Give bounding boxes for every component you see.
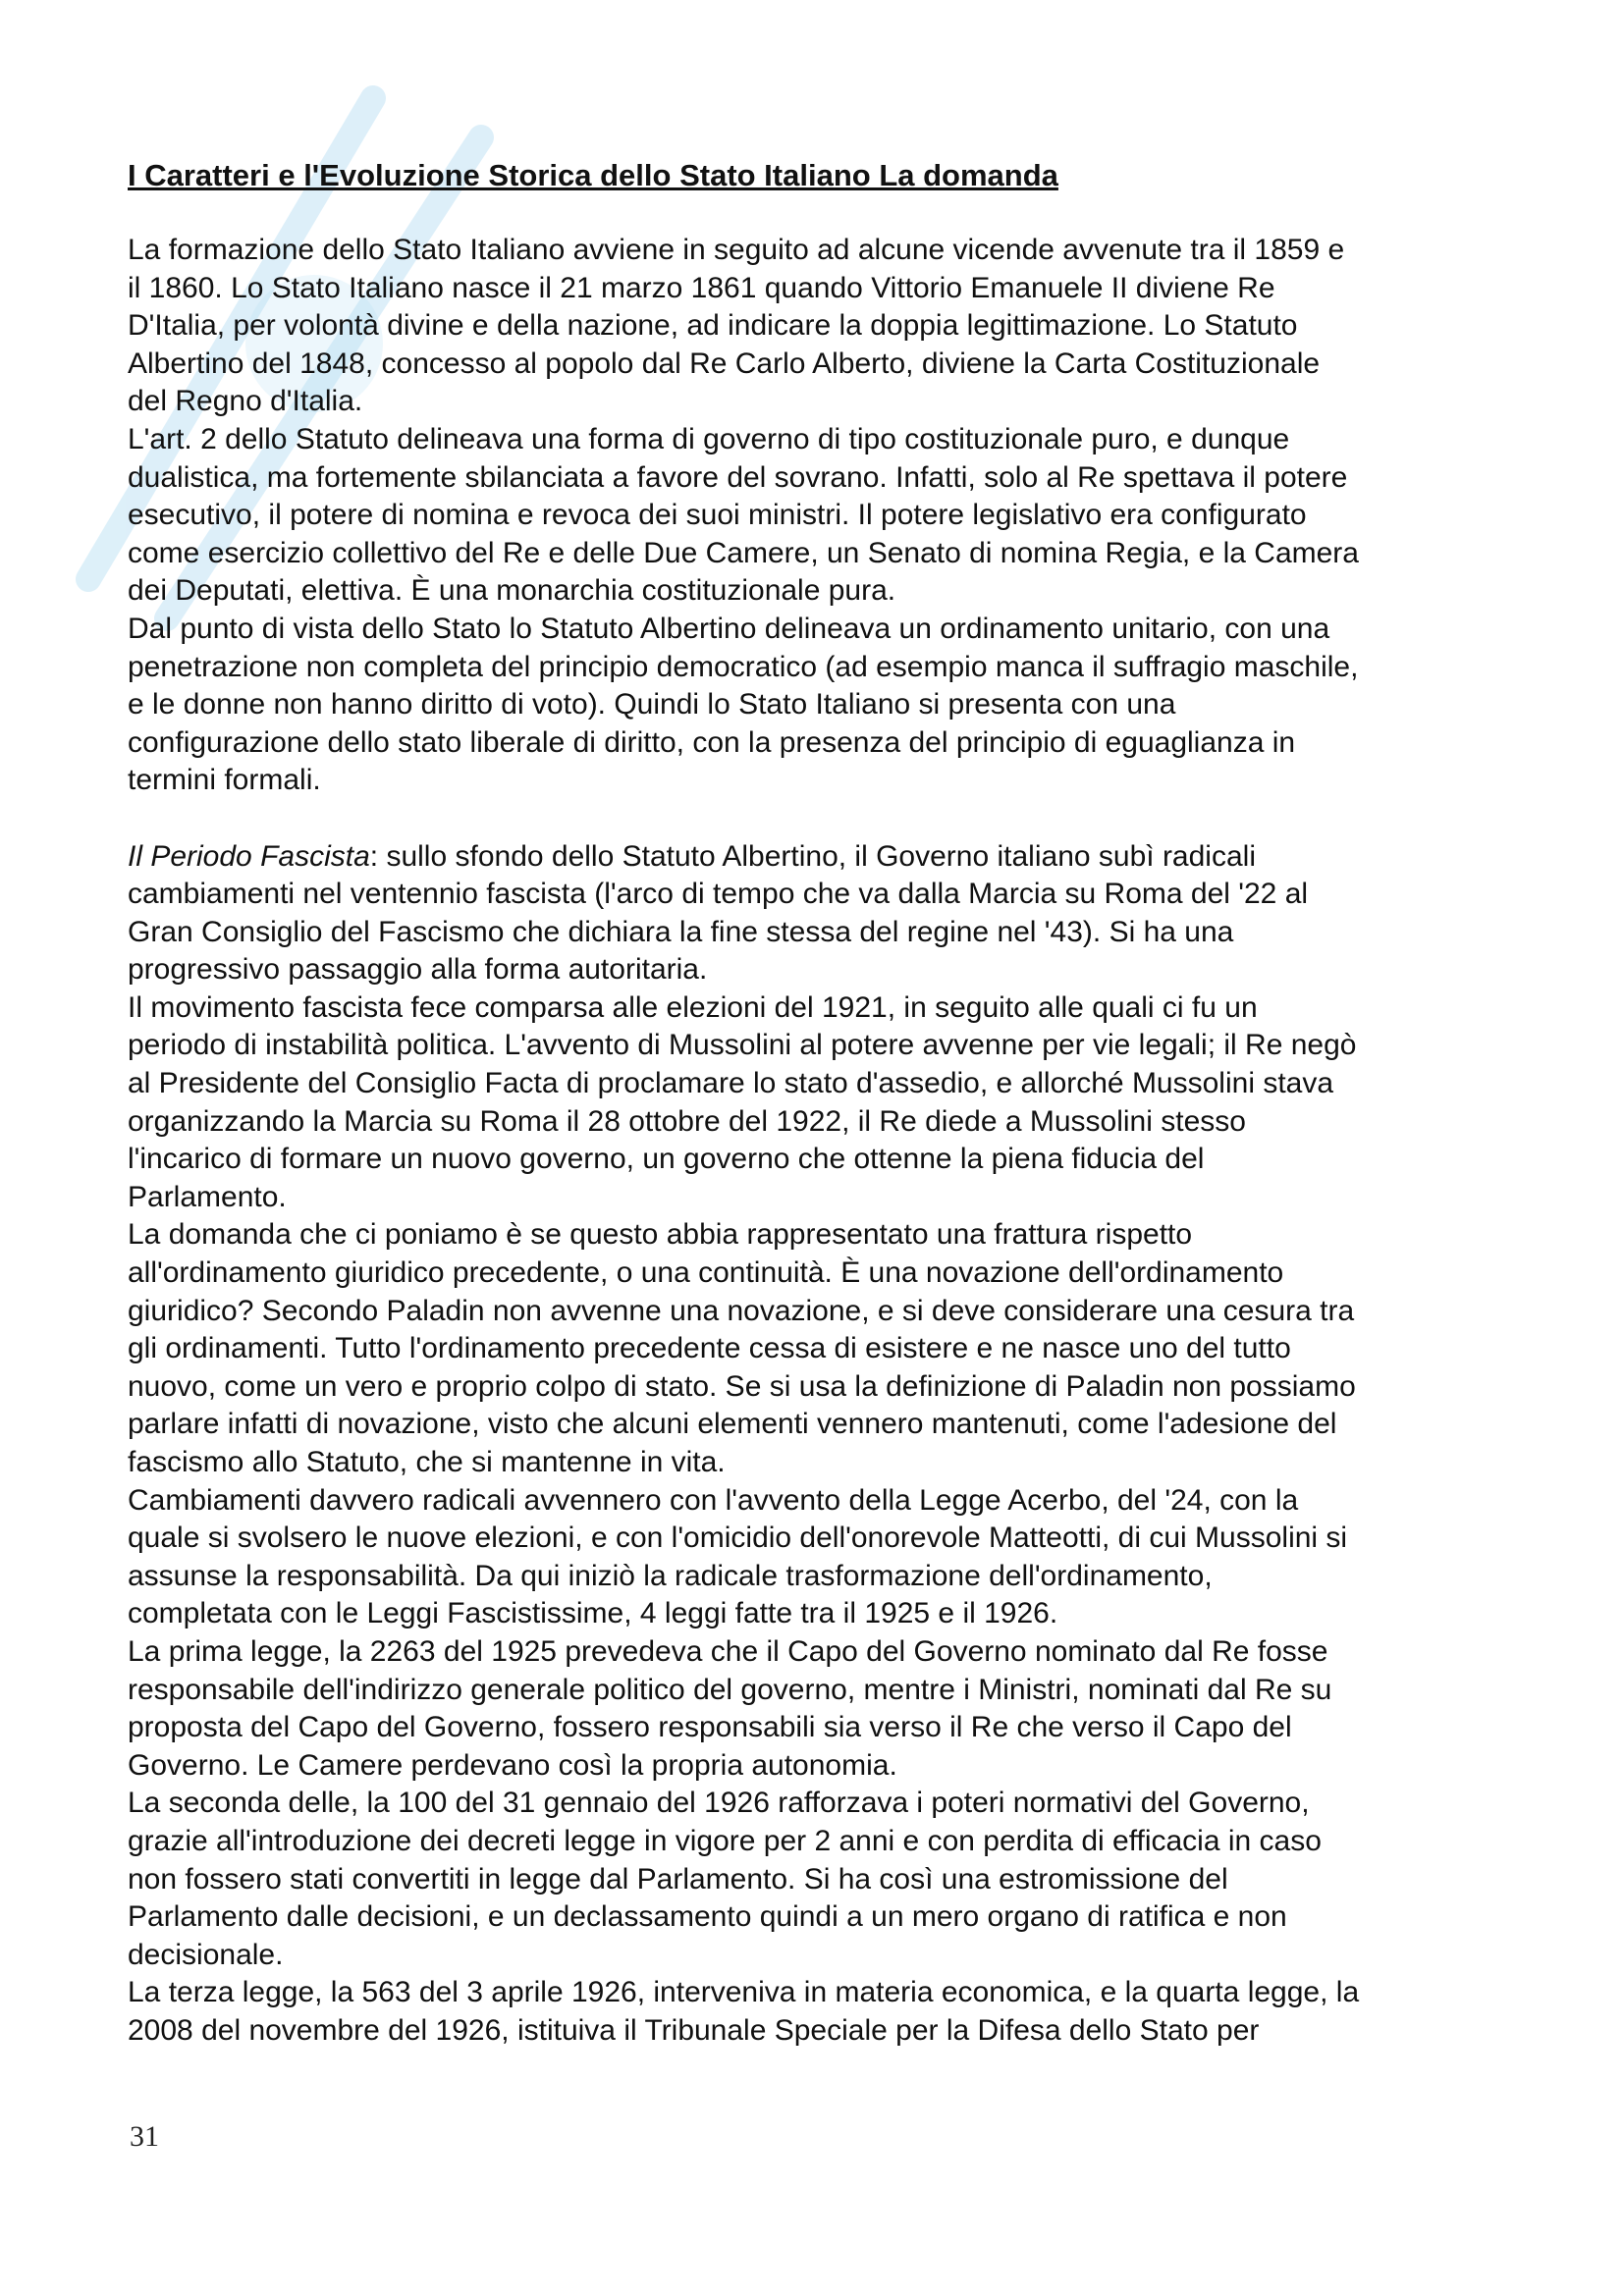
paragraph: Cambiamenti davvero radicali avvennero con l'avvento della Legge Acerbo, del '24, con la quale si svolsero le nuove elezioni, e con l'omicidio dell'onorevole Matteotti, di cui Mussolini si assunse la responsabilità. Da qui iniziò la radicale trasformazione dell'ordinamento, completata con le Leggi Fascistissime, 4 leggi fatte tra il 1925 e il 1926. [128, 1483, 1348, 1630]
paragraph: La seconda delle, la 100 del 31 gennaio del 1926 rafforzava i poteri normativi del Governo, grazie all'introduzione dei decreti legge in vigore per 2 anni e con perdita di efficacia in caso non fossero stati convertiti in legge dal Parlamento. Si ha così una estromissione del Parlamento dalle decisioni, e un declassamento quindi a un mero organo di ratifica e non decisionale. [128, 1787, 1322, 1971]
section-fascist-period [128, 838, 1502, 2051]
section-origins [128, 232, 1502, 800]
paragraph: L'art. 2 dello Statuto delineava una forma di governo di tipo costituzionale puro, e dunque dualistica, ma fortemente sbilanciata a favore del sovrano. Infatti, solo al Re spettava il potere esecutivo, il potere di nomina e revoca dei suoi ministri. Il potere legislativo era configurato come esercizio collettivo del Re e delle Due Camere, un Senato di nomina Regia, e la Camera dei Deputati, elettiva. È una monarchia costituzionale pura. [128, 422, 1359, 608]
page-content [128, 157, 1502, 2051]
section-lead-paragraph [128, 838, 1502, 989]
paragraph: Il movimento fascista fece comparsa alle elezioni del 1921, in seguito alle quali ci fu un periodo di instabilità politica. L'avvento di Mussolini al potere avvenne per vie legali; il Re negò al Presidente del Consiglio Facta di proclamare lo stato d'assedio, e allorché Mussolini stava organizzando la Marcia su Roma il 28 ottobre del 1922, il Re diede a Mussolini stesso l'incarico di formare un nuovo governo, un governo che ottenne la piena fiducia del Parlamento. [128, 990, 1357, 1213]
section-lead-text: : sullo sfondo dello Statuto Albertino, il Governo italiano subì radicali cambiamenti nel ventennio fascista (l'arco di tempo che va dalla Marcia su Roma del '22 al Gran Consiglio del Fascismo che dichiara la fine stessa del regine nel '43). Si ha una progressivo passaggio alla forma autoritaria. [128, 839, 1309, 987]
paragraph: La terza legge, la 563 del 3 aprile 1926, interveniva in materia economica, e la quarta legge, la 2008 del novembre del 1926, istituiva il Tribunale Speciale per la Difesa dello Stato per [128, 1976, 1360, 2047]
paragraph: La prima legge, la 2263 del 1925 prevedeva che il Capo del Governo nominato dal Re fosse responsabile dell'indirizzo generale politico del governo, mentre i Ministri, nominati dal Re su proposta del Capo del Governo, fossero responsabili sia verso il Re che verso il Capo del Governo. Le Camere perdevano così la propria autonomia. [128, 1634, 1332, 1782]
section-heading-italic: Il Periodo Fascista [128, 839, 370, 873]
document-title: I Caratteri e l'Evoluzione Storica dello Stato Italiano La domanda [128, 158, 1058, 192]
page-number: 31 [130, 2120, 159, 2153]
paragraph-gap [128, 800, 1502, 838]
paragraph: La formazione dello Stato Italiano avviene in seguito ad alcune vicende avvenute tra il 1859 e il 1860. Lo Stato Italiano nasce il 21 marzo 1861 quando Vittorio Emanuele II diviene Re D'Italia, per volontà divine e della nazione, ad indicare la doppia legittimazione. Lo Statuto Albertino del 1848, concesso al popolo dal Re Carlo Alberto, diviene la Carta Costituzionale del Regno d'Italia. [128, 234, 1345, 418]
paragraph: Dal punto di vista dello Stato lo Statuto Albertino delineava un ordinamento unitario, con una penetrazione non completa del principio democratico (ad esempio manca il suffragio maschile, e le donne non hanno diritto di voto). Quindi lo Stato Italiano si presenta con una configurazione dello stato liberale di diritto, con la presenza del principio di eguaglianza in termini formali. [128, 612, 1359, 797]
paragraph: La domanda che ci poniamo è se questo abbia rappresentato una frattura rispetto all'ordinamento giuridico precedente, o una continuità. È una novazione dell'ordinamento giuridico? Secondo Paladin non avvenne una novazione, e si deve considerare una cesura tra gli ordinamenti. Tutto l'ordinamento precedente cessa di esistere e ne nasce uno del tutto nuovo, come un vero e proprio colpo di stato. Se si usa la definizione di Paladin non possiamo parlare infatti di novazione, visto che alcuni elementi vennero mantenuti, come l'adesione del fascismo allo Statuto, che si mantenne in vita. [128, 1218, 1356, 1478]
